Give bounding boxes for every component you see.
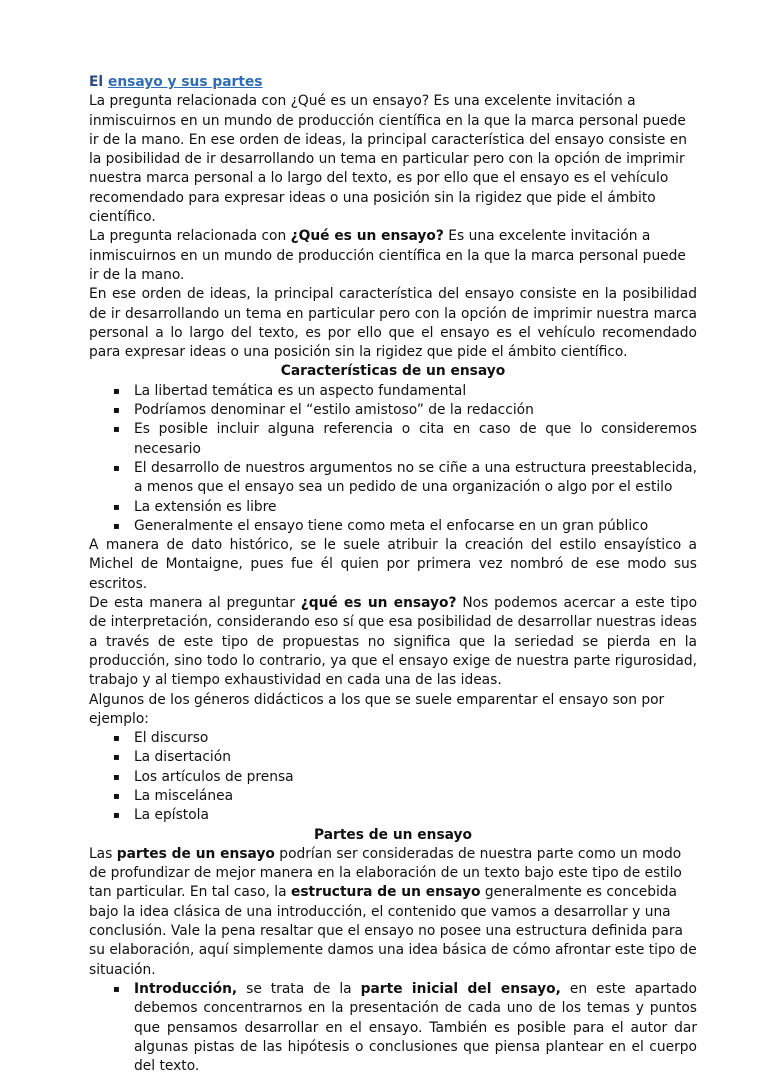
interp-before: De esta manera al preguntar [89,595,301,612]
parts-p-bold-1: partes de un ensayo [116,845,275,862]
list-item-text: Podríamos denominar el “estilo amistoso” de la redacción [134,402,534,419]
list-item-text: Los artículos de prensa [134,768,294,785]
bullet-icon: ▪ [113,790,120,802]
intro-paragraph-3: En ese orden de ideas, la principal característica del ensayo consiste en la posibilidad de ir desarrollando un tema en particular pero con la opción de imprimir nuestra marca personal a lo largo del texto, es por ello que el ensayo es el vehículo recomendado para expresar ideas o una posición sin la rigidez que pide el ámbito científico. [89,286,697,361]
title-prefix: El [89,74,108,90]
parts-p-start: Las [89,845,117,862]
interp-after: Nos podemos acercar a este tipo de interpretación, considerando eso sí que esa posibilidad de desarrollar nuestras ideas a través de este tipo de propuestas no significa que la seriedad se pierda en la producción, sino todo lo contrario, ya que el ensayo exige de nuestra parte rigurosidad, trabajo y al tiempo exhaustividad en cada una de las ideas. [89,595,698,689]
intro-part-mid: se trata de la [237,980,361,997]
bullet-icon: ▪ [113,462,120,474]
list-item [89,459,697,498]
characteristics-list [89,382,697,536]
list-item-text: El desarrollo de nuestros argumentos no se ciñe a una estructura preestablecida, a menos que el ensayo sea un pedido de una organización o algo por el estilo [134,459,697,496]
parts-paragraph [89,845,697,980]
parts-p-bold-2: estructura de un ensayo [290,884,481,901]
list-item-text: La epístola [134,807,209,824]
bullet-icon: ▪ [113,405,120,417]
parts-p-mid: podrían ser consideradas de nuestra parte como un modo de profundizar de mejor manera en la elaboración de un texto bajo este tipo de estilo tan particular. En tal caso, la [89,845,682,901]
intro-paragraph-2 [89,227,697,285]
bullet-icon: ▪ [113,501,120,513]
parts-heading: Partes de un ensayo [313,826,473,843]
bullet-icon: ▪ [113,810,120,822]
bullet-icon: ▪ [113,733,120,745]
list-item [89,980,697,1076]
intro-paragraph-1: La pregunta relacionada con ¿Qué es un ensayo? Es una excelente invitación a inmiscuirnos en un mundo de producción científica en la que la marca personal puede ir de la mano. En ese orden de ideas, la principal característica del ensayo consiste en la posibilidad de ir desarrollando un tema en particular pero con la opción de imprimir nuestra marca personal a lo largo del texto, es por ello que el ensayo es el vehículo recomendado para expresar ideas o una posición sin la rigidez que pide el ámbito científico. [89,93,687,226]
history-paragraph: A manera de dato histórico, se le suele atribuir la creación del estilo ensayístico a Michel de Montaigne, pues fue él quien por primera vez nombró de ese modo sus escritos. [89,537,697,592]
bullet-icon: ▪ [113,520,120,532]
list-item [89,806,697,825]
genres-intro: Algunos de los géneros didácticos a los que se suele emparentar el ensayo son por ejemplo: [89,691,665,727]
list-item [89,401,697,420]
intro-part-bold-2: parte inicial del ensayo, [360,980,561,997]
list-item-text: Generalmente el ensayo tiene como meta el enfocarse en un gran público [134,517,649,534]
interpretation-paragraph [89,594,697,690]
list-item [89,748,697,767]
bullet-icon: ▪ [113,983,120,995]
bullet-icon: ▪ [113,385,120,397]
document-body [89,73,697,1076]
list-item [89,498,697,517]
parts-list [89,980,697,1076]
intro-part-end: en este apartado debemos concentrarnos en la presentación de cada uno de los temas y puntos que pensamos desarrollar en el ensayo. También es posible para el autor dar algunas pistas de las hipótesis o conclusiones que piensa plantear en el cuerpo del texto. [134,980,697,1075]
list-item-text: La miscelánea [134,787,234,804]
list-item-text: La disertación [134,749,231,766]
intro-part-bold: Introducción, [134,980,238,997]
list-item [89,729,697,748]
list-item [89,420,697,459]
list-item-text: El discurso [134,730,209,747]
list-item [89,787,697,806]
list-item [89,382,697,401]
bullet-icon: ▪ [113,424,120,436]
intro-p2-bold: ¿Qué es un ensayo? [290,228,444,245]
document-title [89,73,697,92]
intro-p2-after: Es una excelente invitación a inmiscuirnos en un mundo de producción científica en la que la marca personal puede ir de la mano. [89,228,686,283]
list-item [89,768,697,787]
intro-p2-before: La pregunta relacionada con [89,228,291,245]
characteristics-heading: Características de un ensayo [280,363,506,380]
interp-bold: ¿qué es un ensayo? [300,595,457,612]
genres-list [89,729,697,825]
list-item-text: La libertad temática es un aspecto fundamental [134,382,467,399]
list-item-text: La extensión es libre [134,498,277,515]
list-item-text: Es posible incluir alguna referencia o cita en caso de que lo consideremos necesario [134,421,697,457]
bullet-icon: ▪ [113,771,120,783]
bullet-icon: ▪ [113,752,120,764]
title-link[interactable]: ensayo y sus partes [107,74,263,90]
list-item [89,517,697,536]
parts-p-end: generalmente es concebida bajo la idea clásica de una introducción, el contenido que vamos a desarrollar y una conclusión. Vale la pena resaltar que el ensayo no posee una estructura definida para su elaboración, aquí simplemente damos una idea básica de cómo afrontar este tipo de situación. [89,884,697,978]
